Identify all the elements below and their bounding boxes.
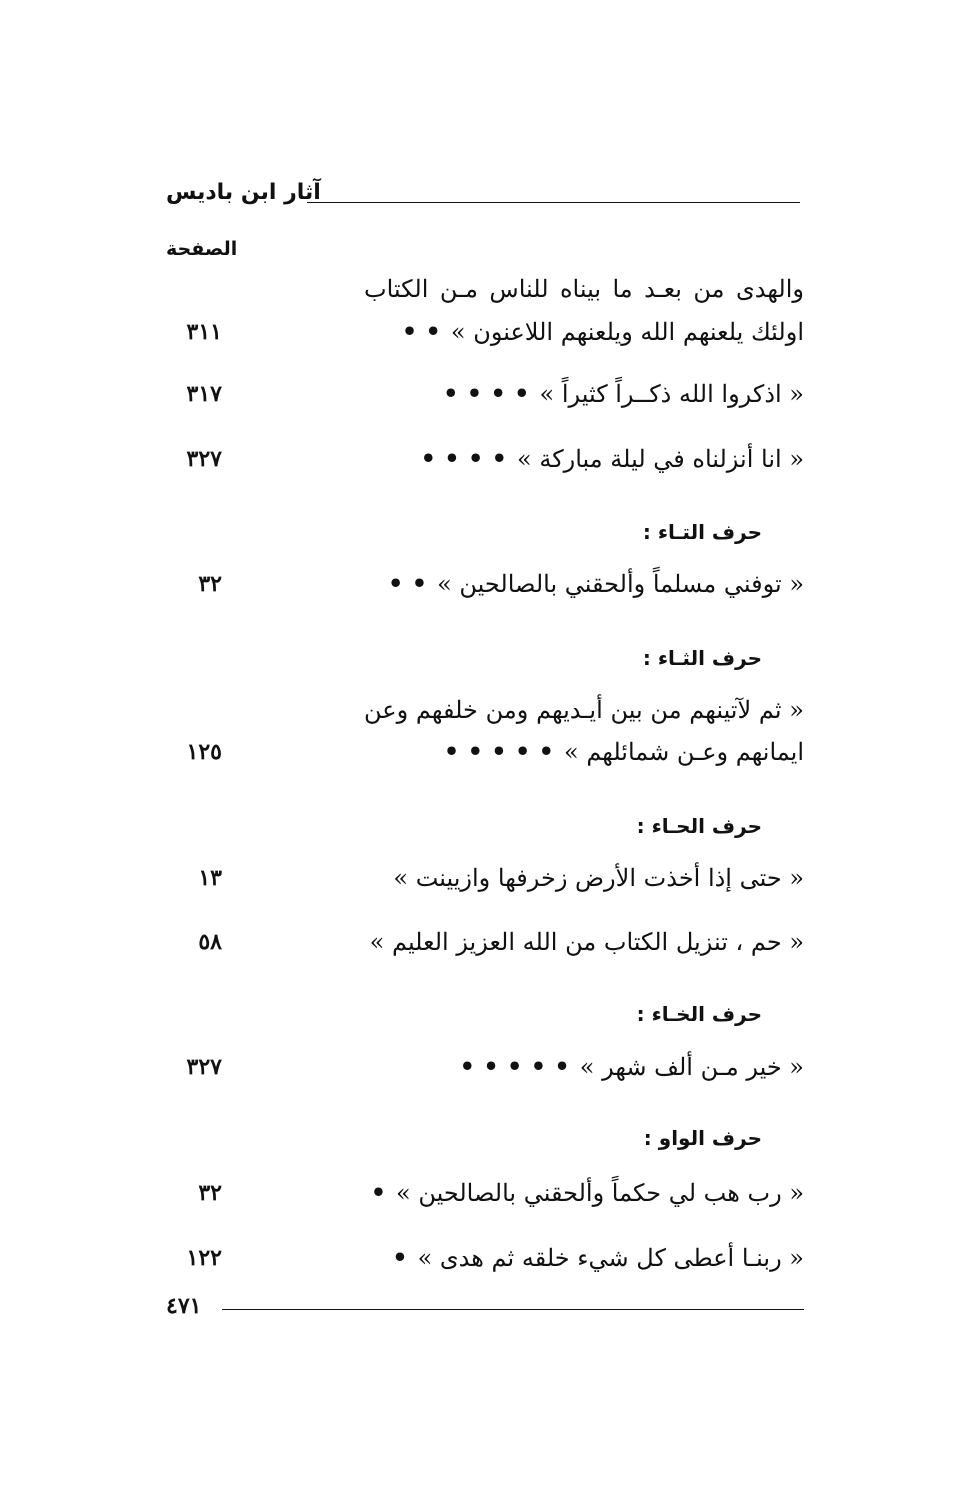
section-heading: حرف الخـاء : (636, 1002, 762, 1026)
page-reference: ٣١١ (186, 319, 222, 345)
entry-text: « اذكروا الله ذكــراً كثيراً » (539, 380, 804, 408)
entry-text: « حتى إذا أخذت الأرض زخرفها وازيينت » (393, 864, 804, 892)
page-reference: ٣٢٧ (186, 1054, 222, 1080)
index-entry-line (364, 735, 804, 769)
index-entry-line (364, 442, 804, 476)
footer-page-number: ٤٧١ (166, 1293, 202, 1319)
footer-rule (222, 1309, 804, 1310)
entry-text: « توفني مسلماً وألحقني بالصالحين » (437, 570, 804, 598)
index-entry-line (364, 315, 804, 349)
entry-text: « ربنـا أعطى كل شيء خلقه ثم هدى » (417, 1244, 804, 1272)
index-entry-line (364, 1176, 804, 1210)
entry-text: « حم ، تنزيل الكتاب من الله العزيز العليم » (369, 928, 804, 956)
section-heading: حرف الواو : (643, 1126, 762, 1150)
section-heading: حرف التـاء : (642, 520, 762, 544)
header-rule (307, 202, 800, 203)
entry-text: « رب هب لي حكماً وألحقني بالصالحين » (396, 1179, 804, 1207)
entry-text: « خير مـن ألف شهر » (579, 1053, 804, 1081)
index-entry-line (364, 925, 804, 959)
section-heading: حرف الحـاء : (636, 814, 762, 838)
page-reference: ٣٢٧ (186, 446, 222, 472)
leader-dots: • • • • (443, 379, 530, 408)
entry-text: ايمانهم وعـن شمائلهم » (564, 738, 804, 766)
page-reference: ١٣ (198, 865, 222, 891)
entry-text: اولئك يلعنهم الله ويلعنهم اللاعنون » (450, 318, 804, 346)
entry-text: « انا أنزلناه في ليلة مباركة » (517, 445, 804, 473)
page-column-heading: الصفحة (166, 238, 238, 260)
page-reference: ٣١٧ (186, 381, 222, 407)
section-heading: حرف الثـاء : (642, 646, 762, 670)
page-reference: ١٢٢ (186, 1245, 222, 1271)
page-reference: ٣٢ (198, 571, 222, 597)
index-entry-line (364, 377, 804, 411)
page-reference: ٣٢ (198, 1180, 222, 1206)
index-entry-line (364, 1050, 804, 1084)
leader-dots: • (392, 1243, 408, 1272)
index-entry-line (364, 861, 804, 895)
leader-dots: • • (388, 569, 428, 598)
index-entry-line (364, 567, 804, 601)
index-entry-line (364, 1241, 804, 1275)
page-reference: ٥٨ (198, 929, 222, 955)
leader-dots: • • • • (420, 444, 508, 473)
running-header-title: آثار ابن باديس (166, 180, 321, 205)
leader-dots: • • • • • (443, 737, 554, 766)
page-reference: ١٢٥ (186, 739, 222, 765)
index-entry-line: « ثم لآتينهم من بين أيـديهم ومن خلفهم وعن (364, 696, 804, 724)
leader-dots: • • • • • (459, 1052, 570, 1081)
leader-dots: • (370, 1178, 387, 1207)
leader-dots: • • (401, 317, 441, 346)
index-entry-line: والهدى من بعـد ما بيناه للناس مـن الكتاب (364, 275, 804, 303)
